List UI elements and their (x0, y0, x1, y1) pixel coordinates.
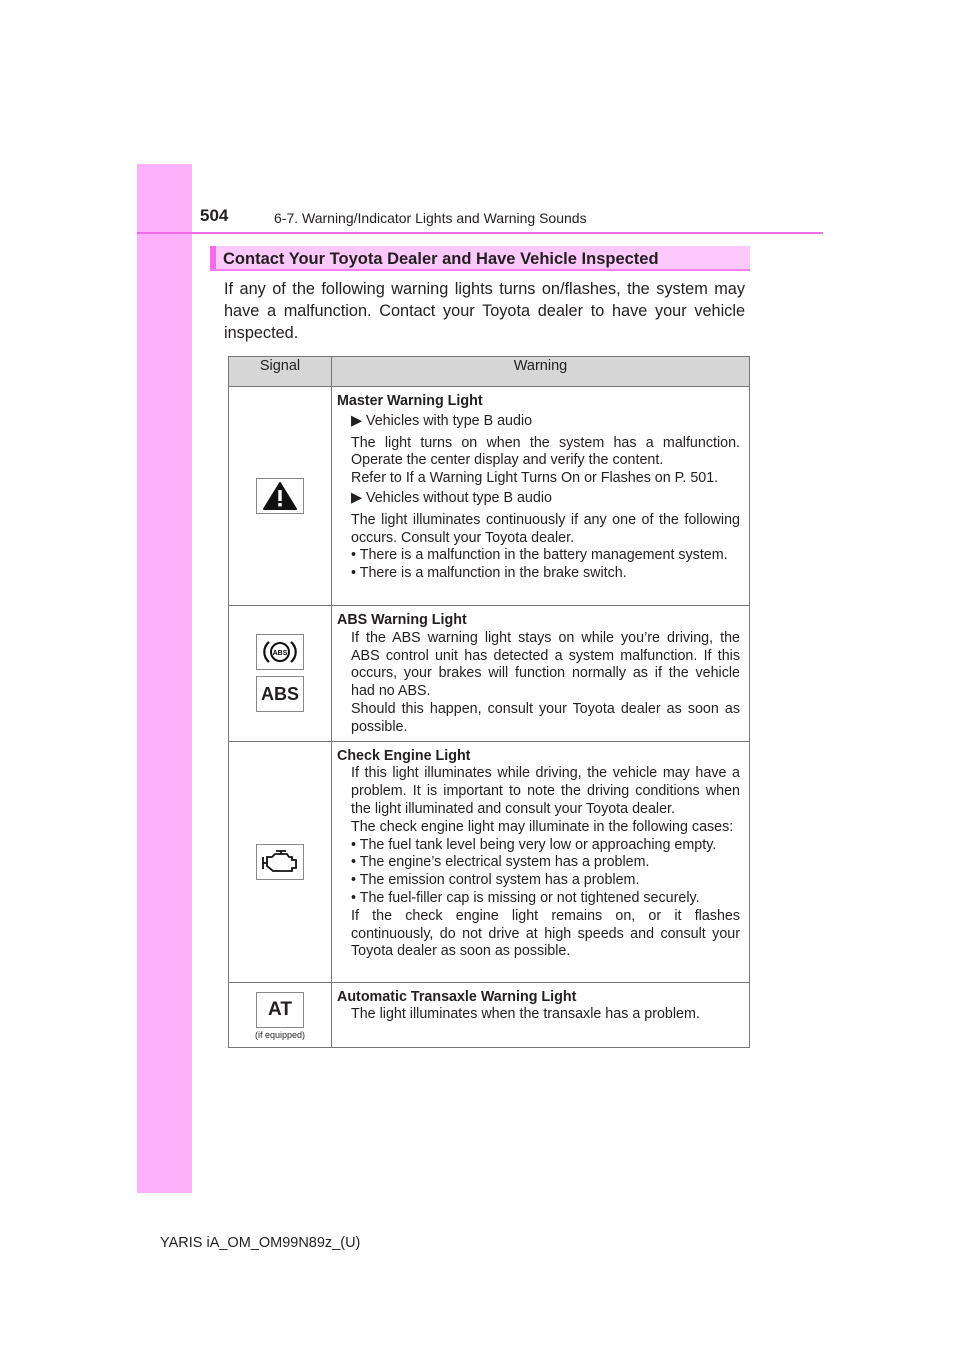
bullet: • The fuel-filler cap is missing or not tightened securely. (351, 889, 700, 906)
paragraph: Should this happen, consult your Toyota dealer as soon as possible. (351, 700, 740, 735)
paragraph: If this light illuminates while driving, the vehicle may have a problem. It is important to note the driving conditions when the light illuminated and consult your Toyota dealer. (351, 765, 740, 817)
heading-text: Contact Your Toyota Dealer and Have Vehicle Inspected (223, 250, 659, 268)
paragraph: The check engine light may illuminate in the following cases: (351, 818, 734, 835)
section-heading (210, 246, 750, 271)
row-title: Automatic Transaxle Warning Light (337, 988, 577, 1005)
subheading: Vehicles with type B audio (365, 412, 533, 429)
check-engine-icon (256, 844, 304, 880)
paragraph: Refer to If a Warning Light Turns On or Flashes on P. 501. (351, 470, 719, 487)
master-warning-icon (256, 478, 304, 514)
section-title: 6-7. Warning/Indicator Lights and Warning Sounds (274, 210, 587, 226)
side-tab (137, 164, 192, 1193)
footer-doc-id: YARIS iA_OM_OM99N89z_(U) (160, 1235, 361, 1251)
page-number: 504 (200, 206, 229, 225)
col-signal: Signal (229, 357, 332, 387)
table-header (229, 357, 750, 387)
paragraph: If the ABS warning light stays on while you’re driving, the ABS control unit has detected a system malfunction. If this occurs, your brakes will function normally as if the vehicle had no ABS. (351, 629, 740, 700)
bullet: • The emission control system has a problem. (351, 872, 640, 889)
row-title: ABS Warning Light (337, 612, 467, 628)
paragraph: If the check engine light remains on, or it flashes continuously, do not drive at high speeds and consult your Toyota dealer as soon as possible. (351, 907, 740, 960)
subheading: Vehicles without type B audio (365, 489, 552, 506)
at-warning-icon: AT (256, 992, 304, 1028)
bullet: • There is a malfunction in the brake switch. (351, 565, 627, 582)
header-divider (137, 232, 823, 234)
bullet: • The fuel tank level being very low or approaching empty. (351, 836, 717, 853)
paragraph: The light illuminates continuously if any one of the following occurs. Consult your Toyota dealer. (351, 511, 740, 546)
warning-table (228, 356, 750, 1048)
svg-text:ABS: ABS (272, 650, 288, 658)
col-warning: Warning (332, 357, 750, 387)
table-row (229, 606, 750, 742)
abs-text-icon: ABS (256, 676, 304, 712)
intro-paragraph: If any of the following warning lights turns on/flashes, the system may have a malfunction. Contact your Toyota dealer to have your vehicle inspected. (224, 280, 745, 342)
table-row (229, 741, 750, 982)
abs-circle-icon (256, 634, 304, 670)
paragraph: The light turns on when the system has a malfunction. Operate the center display and verify the content. (351, 434, 740, 469)
bullet: • There is a malfunction in the battery management system. (351, 547, 728, 564)
table-row (229, 982, 750, 1047)
table-row (229, 387, 750, 606)
triangle-bullet-icon: ▶ (351, 489, 366, 506)
triangle-bullet-icon: ▶ (351, 412, 366, 429)
paragraph: The light illuminates when the transaxle has a problem. (351, 1006, 700, 1023)
bullet: • The engine’s electrical system has a problem. (351, 854, 650, 871)
if-equipped-note: (if equipped) (254, 1030, 306, 1041)
row-title: Master Warning Light (337, 393, 483, 409)
row-title: Check Engine Light (337, 747, 471, 764)
